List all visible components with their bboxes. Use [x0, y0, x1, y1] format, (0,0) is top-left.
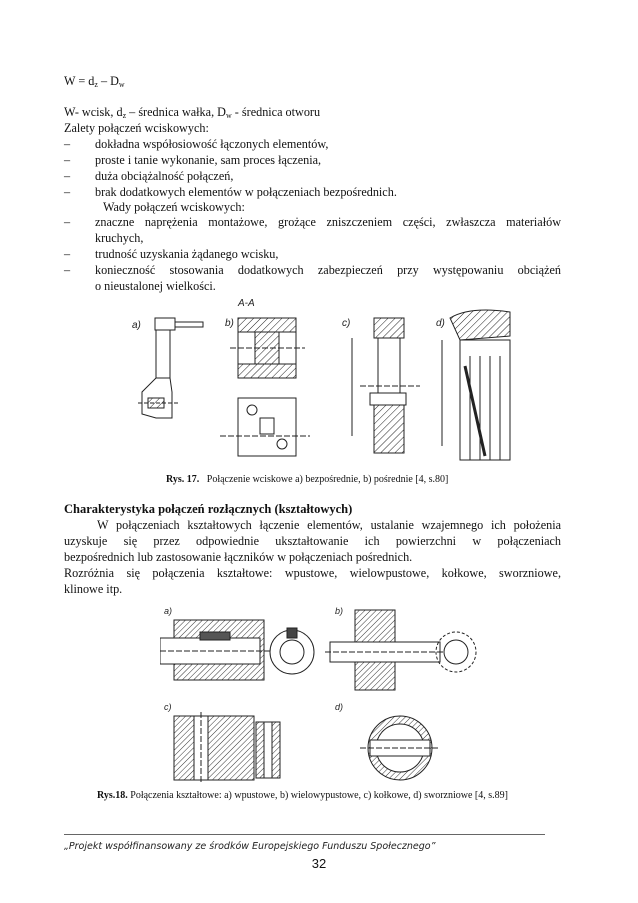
- disadvantage-item-cont: o nieustalonej wielkości.: [95, 279, 216, 293]
- fig18-label-b: b): [335, 606, 344, 616]
- figure-17-caption: Rys. 17. Połączenie wciskowe a) bezpośrednie, b) pośrednie [4, s.80]: [166, 474, 449, 485]
- list-dash: –: [64, 263, 71, 277]
- list-dash: –: [64, 215, 71, 229]
- paragraph-line: Rozróżnia się połączenia kształtowe: wpustowe, wielowpustowe, kołkowe, sworzniowe,: [64, 566, 561, 580]
- fig18-label-c: c): [164, 702, 172, 712]
- formula: $W = d_z - D_w$: [64, 74, 125, 89]
- disadvantage-item: trudność uzyskania żądanego wcisku,: [95, 247, 279, 261]
- paragraph-line: uzyskuje się przez odpowiednie ukształtowanie ich powierzchni w połączeniach: [64, 534, 561, 548]
- advantage-item: proste i tanie wykonanie, sam proces łączenia,: [95, 153, 322, 167]
- paragraph-line: bezpośrednich lub zastosowanie łączników w połączeniach pośrednich.: [64, 550, 413, 564]
- fig17-label-section: A-A: [238, 298, 255, 309]
- section-heading: Charakterystyka połączeń rozłącznych (kształtowych): [64, 502, 353, 516]
- fig17-label-c: c): [342, 318, 351, 329]
- definition-line: W- wcisk, $d_z$ – średnica wałka, $D_w$ - średnica otworu: [64, 105, 321, 120]
- advantages-title: Zalety połączeń wciskowych:: [64, 121, 209, 135]
- footer-text: „Projekt współfinansowany ze środków Europejskiego Funduszu Społecznego”: [64, 841, 436, 852]
- disadvantage-item: znaczne naprężenia montażowe, grożące zniszczeniem części, zwłaszcza materiałów: [95, 215, 561, 229]
- list-dash: –: [64, 247, 71, 261]
- list-dash: –: [64, 185, 71, 199]
- fig17-label-d: d): [436, 318, 445, 329]
- paragraph-line: W połączeniach kształtowych łączenie elementów, ustalanie wzajemnego ich położenia: [97, 518, 561, 532]
- advantage-item: duża obciążalność połączeń,: [95, 169, 234, 183]
- figure-18-drawing: [160, 600, 480, 785]
- advantage-item: dokładna współosiowość łączonych elementów,: [95, 137, 329, 151]
- fig17-label-a: a): [132, 320, 141, 331]
- list-dash: –: [64, 153, 71, 167]
- advantage-item: brak dodatkowych elementów w połączeniach bezpośrednich.: [95, 185, 397, 199]
- fig17-label-b: b): [225, 318, 234, 329]
- page-number: 32: [311, 856, 327, 871]
- fig18-label-a: a): [164, 606, 173, 616]
- figure-17-drawing: [120, 296, 520, 471]
- disadvantages-title: Wady połączeń wciskowych:: [103, 200, 245, 214]
- figure-18-caption: Rys.18. Połączenia kształtowe: a) wpustowe, b) wielowypustowe, c) kołkowe, d) sworzniowe [4, s.89]: [97, 790, 508, 801]
- list-dash: –: [64, 137, 71, 151]
- fig18-label-d: d): [335, 702, 344, 712]
- list-dash: –: [64, 169, 71, 183]
- disadvantage-item: konieczność stosowania dodatkowych zabezpieczeń przy występowaniu obciążeń: [95, 263, 561, 277]
- disadvantage-item-cont: kruchych,: [95, 231, 144, 245]
- footer-divider: [64, 834, 545, 835]
- paragraph-line: klinowe itp.: [64, 582, 123, 596]
